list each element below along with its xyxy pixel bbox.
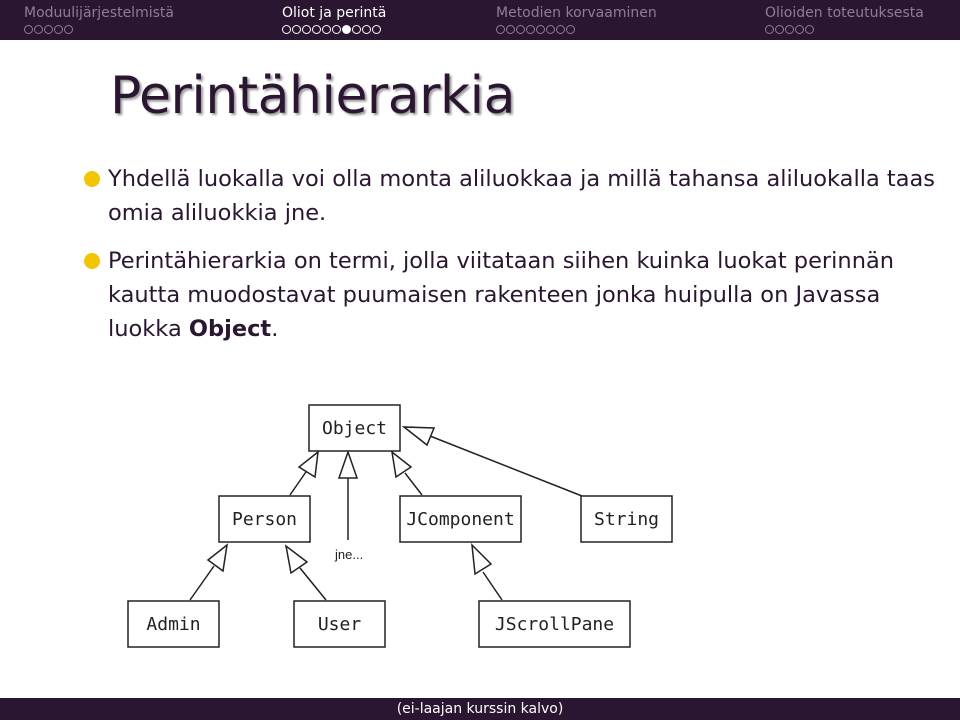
class-label-jscrollpane: JScrollPane: [494, 614, 615, 635]
nav-dot[interactable]: [322, 25, 331, 34]
bullet-text-end: .: [271, 316, 279, 342]
nav-section-title[interactable]: Olioiden toteutuksesta: [765, 5, 924, 21]
nav-dot[interactable]: [282, 25, 291, 34]
nav-dot[interactable]: [795, 25, 804, 34]
bullet-marker-icon: [84, 171, 100, 187]
footer-bar: [0, 698, 960, 720]
nav-dot[interactable]: [34, 25, 43, 34]
footer-text: (ei-laajan kurssin kalvo): [396, 701, 564, 717]
inheritance-arrowhead-icon: [404, 427, 434, 445]
bullet-marker-icon: [84, 253, 100, 269]
nav-dot[interactable]: [496, 25, 505, 34]
nav-dot[interactable]: [566, 25, 575, 34]
inheritance-arrowhead-icon: [208, 545, 227, 571]
inheritance-arrowhead-icon: [339, 452, 357, 478]
nav-dot[interactable]: [24, 25, 33, 34]
nav-section-oliot-ja-perinta[interactable]: [282, 4, 386, 34]
nav-dot[interactable]: [64, 25, 73, 34]
nav-section-title[interactable]: Moduulijärjestelmistä: [24, 5, 174, 21]
nav-dot[interactable]: [362, 25, 371, 34]
bullet-text: Perintähierarkia on termi, jolla viitataan siihen kuinka luokat perinnän kautta muodostavat puumaisen rakenteen jonka huipulla on Javassa luokka: [108, 248, 895, 342]
nav-dot[interactable]: [54, 25, 63, 34]
top-navigation-bar: [0, 0, 960, 40]
class-label-string: String: [593, 509, 660, 530]
bullet-item: [84, 244, 944, 346]
nav-section-olioiden-toteutuksesta[interactable]: [765, 4, 924, 34]
bullet-item: [84, 162, 944, 230]
class-label-jcomponent: JComponent: [406, 509, 515, 530]
nav-progress-dots[interactable]: [765, 25, 924, 34]
nav-dot[interactable]: [44, 25, 53, 34]
diagram-note-jne: jne...: [335, 547, 364, 562]
nav-dot[interactable]: [536, 25, 545, 34]
nav-section-title[interactable]: Metodien korvaaminen: [496, 5, 657, 21]
class-label-user: User: [317, 614, 362, 635]
nav-dot[interactable]: [556, 25, 565, 34]
nav-dot[interactable]: [775, 25, 784, 34]
nav-dot[interactable]: [526, 25, 535, 34]
inheritance-arrowhead-icon: [472, 545, 491, 574]
nav-dot[interactable]: [292, 25, 301, 34]
bullet-list: [84, 162, 944, 360]
edge-jscrollpane-jcomponent: [483, 572, 502, 600]
nav-dot[interactable]: [785, 25, 794, 34]
nav-section-title[interactable]: Oliot ja perintä: [282, 5, 387, 21]
class-label-person: Person: [231, 509, 298, 530]
edge-jcomponent-object: [405, 473, 422, 495]
nav-section-metodien-korvaaminen[interactable]: [496, 4, 657, 34]
inheritance-arrowhead-icon: [286, 546, 307, 573]
class-label-admin: Admin: [146, 614, 201, 635]
nav-dot[interactable]: [372, 25, 381, 34]
edge-string-object: [430, 436, 582, 496]
inheritance-arrowhead-icon: [299, 452, 318, 477]
bullet-emphasis-object: Object: [188, 316, 272, 342]
bullet-text: Yhdellä luokalla voi olla monta aliluokkaa ja millä tahansa aliluokalla taas omia aliluokkia jne.: [108, 166, 936, 226]
nav-dot-current[interactable]: [342, 25, 351, 34]
inheritance-diagram: [0, 380, 960, 680]
nav-progress-dots[interactable]: [24, 25, 174, 34]
nav-dot[interactable]: [302, 25, 311, 34]
nav-dot[interactable]: [506, 25, 515, 34]
edge-person-object: [290, 469, 308, 495]
nav-progress-dots[interactable]: [282, 25, 386, 34]
nav-dot[interactable]: [352, 25, 361, 34]
nav-progress-dots[interactable]: [496, 25, 657, 34]
nav-dot[interactable]: [332, 25, 341, 34]
nav-section-moduulijarjestelmista[interactable]: [24, 4, 174, 34]
class-label-object: Object: [321, 418, 388, 439]
nav-dot[interactable]: [765, 25, 774, 34]
nav-dot[interactable]: [805, 25, 814, 34]
nav-dot[interactable]: [546, 25, 555, 34]
slide-title: Perintähierarkia: [110, 66, 515, 126]
nav-dot[interactable]: [516, 25, 525, 34]
inheritance-arrowhead-icon: [392, 452, 411, 477]
edge-user-person: [300, 568, 326, 600]
edge-admin-person: [190, 566, 214, 600]
nav-dot[interactable]: [312, 25, 321, 34]
